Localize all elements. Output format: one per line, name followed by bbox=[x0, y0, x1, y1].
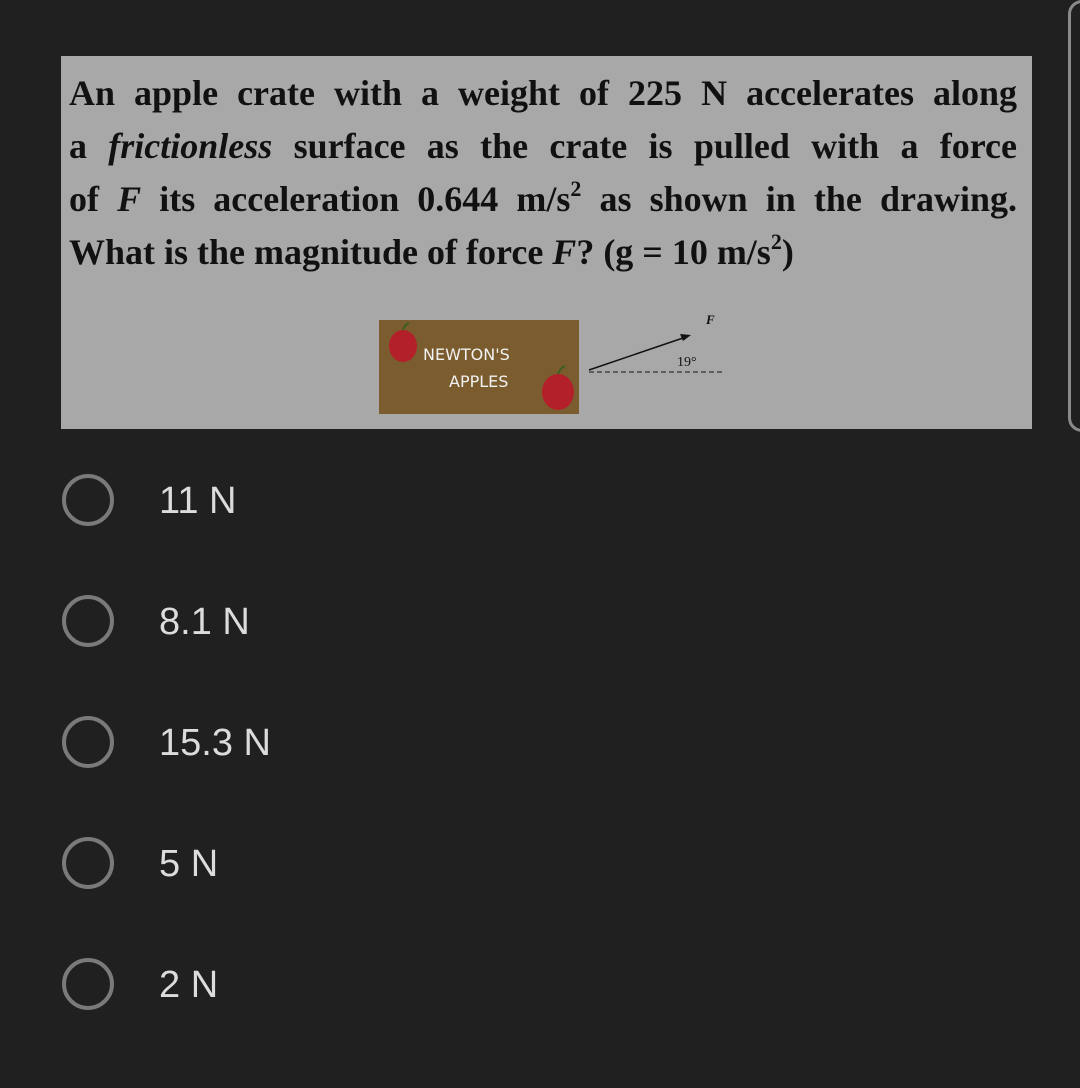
question-image bbox=[61, 56, 1032, 429]
radio-button-icon[interactable] bbox=[62, 595, 114, 647]
option-label: 5 N bbox=[159, 843, 219, 885]
question-line-2-italic: frictionless bbox=[108, 126, 273, 166]
angle-label: 19° bbox=[677, 355, 697, 370]
question-line-3-italic: F bbox=[117, 179, 142, 219]
question-line-4-sup: 2 bbox=[770, 229, 782, 254]
question-line-4-italic: F bbox=[552, 232, 577, 272]
option-8-1n[interactable] bbox=[62, 593, 422, 655]
option-5n[interactable] bbox=[62, 835, 422, 897]
question-line-2 bbox=[69, 120, 1017, 173]
radio-button-icon[interactable] bbox=[62, 837, 114, 889]
question-line-2-pre: a bbox=[69, 126, 109, 166]
option-15-3n[interactable] bbox=[62, 714, 422, 776]
force-arrow-head bbox=[680, 334, 691, 341]
question-line-3-post2: as shown in the drawing. bbox=[581, 179, 1018, 219]
crate-label-line1: NEWTON'S bbox=[423, 345, 510, 364]
crate-label-line2: APPLES bbox=[449, 372, 509, 391]
question-line-3-sup: 2 bbox=[570, 176, 582, 201]
force-arrow-line bbox=[589, 338, 683, 370]
scrollbar[interactable] bbox=[1068, 0, 1080, 432]
question-line-1 bbox=[69, 67, 1017, 120]
question-line-4-pre: What is the magnitude of force bbox=[69, 232, 553, 272]
force-label: F bbox=[706, 312, 715, 327]
radio-button-icon[interactable] bbox=[62, 958, 114, 1010]
option-label: 15.3 N bbox=[159, 722, 271, 764]
question-line-4-post2: ) bbox=[781, 232, 794, 272]
option-label: 2 N bbox=[159, 964, 219, 1006]
option-label: 8.1 N bbox=[159, 601, 250, 643]
question-text bbox=[69, 67, 1017, 279]
option-label: 11 N bbox=[159, 480, 237, 522]
question-line-4 bbox=[69, 226, 1017, 279]
crate-diagram bbox=[361, 304, 741, 429]
radio-button-icon[interactable] bbox=[62, 474, 114, 526]
question-line-3-post: its acceleration 0.644 m/s bbox=[141, 179, 571, 219]
question-line-3-pre: of bbox=[69, 179, 118, 219]
question-line-3 bbox=[69, 173, 1017, 226]
option-11n[interactable] bbox=[62, 472, 422, 534]
question-line-2-post: surface as the crate is pulled with a force bbox=[272, 126, 1018, 166]
radio-button-icon[interactable] bbox=[62, 716, 114, 768]
question-line-4-post: ? (g = 10 m/s bbox=[576, 232, 771, 272]
question-line-1-text: An apple crate with a weight of 225 N accelerates along bbox=[69, 73, 1017, 113]
option-2n[interactable] bbox=[62, 956, 422, 1018]
